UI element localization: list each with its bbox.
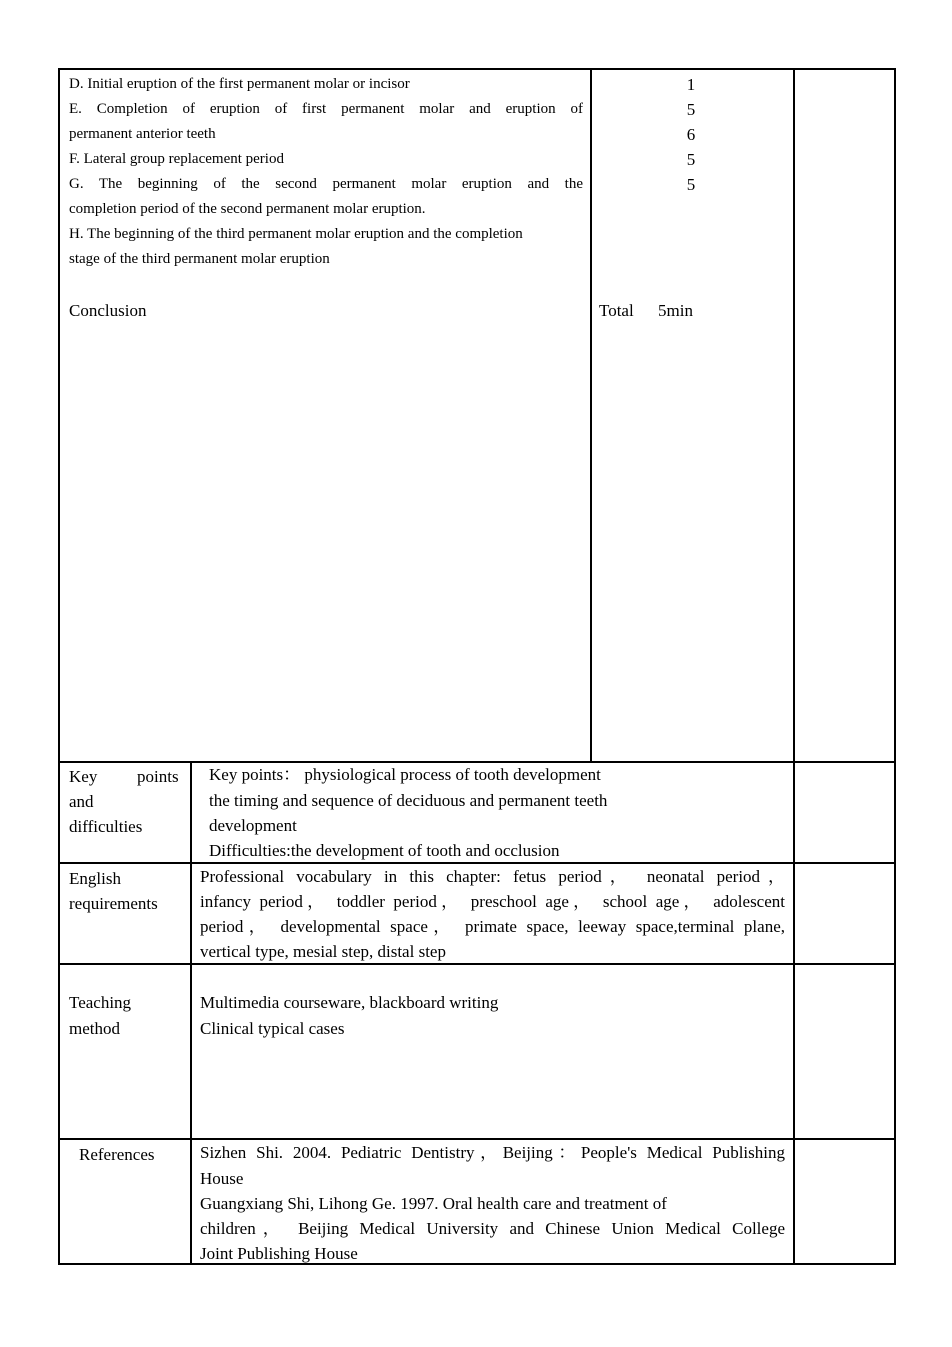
key-points-line: Difficulties:the development of tooth and occlusion	[209, 841, 560, 860]
english-line: period， developmental space， primate space, leeway space,terminal plane,	[200, 917, 785, 936]
teaching-line: Clinical typical cases	[200, 1019, 345, 1038]
conclusion-label: Conclusion	[69, 301, 147, 320]
reference-line: Sizhen Shi. 2004. Pediatric Dentistry，Beijing：People's Medical Publishing	[200, 1143, 785, 1162]
upper-line-e: E. Completion of eruption of first permanent molar and eruption of	[69, 101, 583, 117]
upper-line-g-cont: completion period of the second permanent molar eruption.	[69, 201, 426, 217]
upper-line-h-cont: stage of the third permanent molar eruption	[69, 251, 330, 267]
teaching-label-teaching: Teaching	[69, 993, 132, 1012]
reference-line: Guangxiang Shi, Lihong Ge. 1997. Oral health care and treatment of	[200, 1194, 667, 1213]
time-column	[591, 72, 791, 197]
time-value: 5	[686, 175, 696, 194]
upper-line-h: H. The beginning of the third permanent molar eruption and the completion	[69, 226, 523, 242]
col-divider-notes	[793, 70, 795, 1265]
english-line: Professional vocabulary in this chapter: fetus period， neonatal period，	[200, 867, 785, 886]
lesson-plan-table	[58, 68, 896, 1265]
key-points-label-points: points	[137, 767, 179, 786]
english-label-requirements: requirements	[69, 894, 158, 913]
time-value: 5	[686, 150, 696, 169]
key-points-line: Key points： physiological process of tooth development	[209, 765, 601, 784]
reference-line: House	[200, 1169, 244, 1188]
upper-line-d: D. Initial eruption of the first permanent molar or incisor	[69, 76, 410, 92]
total-value: 5min	[658, 301, 693, 320]
english-line: vertical type, mesial step, distal step	[200, 942, 446, 961]
teaching-line: Multimedia courseware, blackboard writing	[200, 993, 499, 1012]
reference-line: children， Beijing Medical University and Chinese Union Medical College	[200, 1219, 785, 1238]
references-label: References	[79, 1145, 155, 1164]
upper-line-e-cont: permanent anterior teeth	[69, 126, 216, 142]
key-points-line: the timing and sequence of deciduous and permanent teeth	[209, 791, 608, 810]
time-value: 1	[686, 75, 696, 94]
reference-line: Joint Publishing House	[200, 1244, 358, 1263]
key-points-label-difficulties: difficulties	[69, 817, 143, 836]
key-points-label-key: Key	[69, 767, 98, 786]
total-label: Total	[599, 301, 634, 320]
col-divider-label	[190, 761, 192, 1265]
english-line: infancy period， toddler period， preschool age， school age， adolescent	[200, 892, 785, 911]
row-divider-teaching	[60, 963, 894, 965]
upper-line-f: F. Lateral group replacement period	[69, 151, 284, 167]
time-value: 6	[686, 125, 696, 144]
time-value: 5	[686, 100, 696, 119]
key-points-label-and: and	[69, 792, 94, 811]
teaching-label-method: method	[69, 1019, 120, 1038]
key-points-line: development	[209, 816, 297, 835]
english-label-english: English	[69, 869, 121, 888]
upper-line-g: G. The beginning of the second permanent molar eruption and the	[69, 176, 583, 192]
